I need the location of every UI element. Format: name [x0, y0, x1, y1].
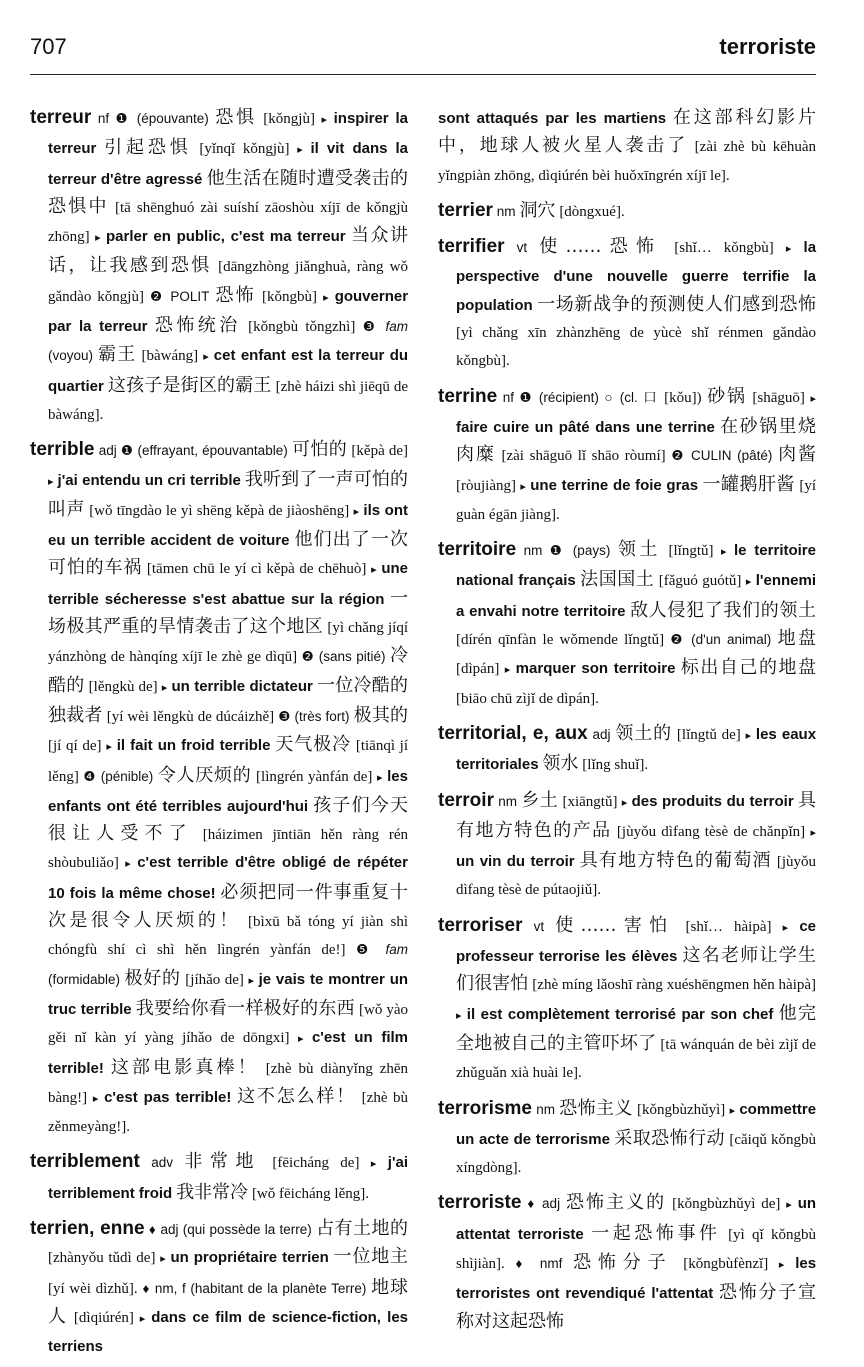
entry-terrifier: terrifier vt 使……恐怖 [shǐ… kǒngbù] ▸ la perspective d'une nouvelle guerre terrifie la population 一场新战争的预测使人们感到恐怖 [yì chǎng xīn zhànzhēng de yùcè shǐ rénmen gǎndào kǒngbù].: [438, 236, 817, 370]
right-column: [438, 104, 816, 1343]
entry-terroir: terroir nm 乡土 [xiāngtǔ] ▸ des produits du terroir 具有地方特色的产品 [jùyǒu dìfang tèsè de chǎnpǐn] ▸ un vin du terroir 具有地方特色的葡萄酒 [jùyǒu dìfang tèsè de pútaojiǔ].: [438, 789, 817, 899]
entry-terroriser: terroriser vt 使……害怕 [shǐ… hàipà] ▸ ce professeur terrorise les élèves 这名老师让学生们很害怕 [zhè míng lǎoshī ràng xuéshēngmen hěn hàipà] ▸ il est complètement terrorisé par son chef 他完全地被自己的主管吓坏了 [tā wánquán de bèi zìjǐ de zhǔguǎn xià huài le].: [438, 914, 817, 1082]
running-head: terroriste: [719, 34, 816, 59]
entry-terriblement: terriblement adv 非常地 [fēicháng de] ▸ j'ai terriblement froid 我非常冷 [wǒ fēicháng lěng].: [30, 1151, 409, 1203]
entry-terrible: terrible adj ❶ (effrayant, épouvantable) 可怕的 [kěpà de] ▸ j'ai entendu un cri terrible 我听到了一声可怕的叫声 [wǒ tīngdào le yì shēng kěpà de jiàoshēng] ▸ ils ont eu un terrible accident de voiture 他们出了一次可怕的车祸 [tāmen chū le yí cì kěpà de chēhuò] ▸ une terrible sécheresse s'est abattue sur la région 一场极其严重的旱情袭击了这个地区 [yì chǎng jíqí yánzhòng de hànqíng xíjī le zhè ge dìqū] ❷ (sans pitié) 冷酷的 [lěngkù de] ▸ un terrible dictateur 一位冷酷的独裁者 [yí wèi lěngkù de dúcáizhě] ❸ (très fort) 极其的 [jí qí de] ▸ il fait un froid terrible 天气极冷 [tiānqì jí lěng] ❹ (pénible) 令人厌烦的 [lìngrén yànfán de] ▸ les enfants ont été terribles aujourd'hui 孩子们今天很让人受不了 [háizimen jīntiān hěn ràng rén shòubuliǎo] ▸ c'est terrible d'être obligé de répéter 10 fois la même chose! 必须把同一件事重复十次是很令人厌烦的！ [bìxū bǎ tóng yí jiàn shì chóngfù shí cì shì hěn lìngrén yànfán de!] ❺ fam (formidable) 极好的 [jíhǎo de] ▸ je vais te montrer un truc terrible 我要给你看一样极好的东西 [wǒ yào gěi nǐ kàn yí yàng jíhǎo de dōngxi] ▸ c'est un film terrible! 这部电影真棒！ [zhè bù diànyǐng zhēn bàng!] ▸ c'est pas terrible! 这不怎么样！ [zhè bù zěnmeyàng!].: [30, 439, 409, 1136]
left-column: [30, 104, 408, 1367]
page-header: [30, 34, 816, 75]
entry-terrien-continued: sont attaqués par les martiens 在这部科幻影片中，地球人被火星人袭击了 [zài zhè bù kēhuàn yǐngpiàn zhōng, dìqiúrén bèi huǒxīngrén xíjī le].: [438, 107, 817, 184]
entry-terroriste: terroriste ♦ adj 恐怖主义的 [kǒngbùzhǔyì de] ▸ un attentat terroriste 一起恐怖事件 [yì qǐ kǒngbù shìjiàn]. ♦ nmf 恐怖分子 [kǒngbùfènzǐ] ▸ les terroristes ont revendiqué l'attentat 恐怖分子宣称对这起恐怖: [438, 1192, 817, 1332]
entry-territoire: territoire nm ❶ (pays) 领土 [lǐngtǔ] ▸ le territoire national français 法国国土 [fǎguó guótǔ] ▸ l'ennemi a envahi notre territoire 敌人侵犯了我们的领土 [dírén qīnfàn le wǒmende lǐngtǔ] ❷ (d'un animal) 地盘 [dìpán] ▸ marquer son territoire 标出自己的地盘 [biāo chū zìjǐ de dìpán].: [438, 539, 817, 707]
entry-territorial: territorial, e, aux adj 领土的 [lǐngtǔ de] ▸ les eaux territoriales 领水 [lǐng shuǐ].: [438, 722, 817, 775]
page-number: 707: [30, 34, 67, 59]
entry-terrier: terrier nm 洞穴 [dòngxué].: [438, 199, 625, 221]
entry-terrorisme: terrorisme nm 恐怖主义 [kǒngbùzhǔyì] ▸ commettre un acte de terrorisme 采取恐怖行动 [cǎiqǔ kǒngbù xíngdòng].: [438, 1097, 817, 1177]
entry-terrien: terrien, enne ♦ adj (qui possède la terre) 占有土地的 [zhànyǒu tǔdì de] ▸ un propriétaire terrien 一位地主 [yí wèi dìzhǔ]. ♦ nm, f (habitant de la planète Terre) 地球人 [dìqiúrén] ▸ dans ce film de science-fiction, les terriens: [30, 1217, 409, 1356]
entry-terrine: terrine nf ❶ (récipient) ○ (cl. 口 [kǒu]) 砂锅 [shāguō] ▸ faire cuire un pâté dans une terrine 在砂锅里烧肉糜 [zài shāguō lǐ shāo ròumí] ❷ CULIN (pâté) 肉酱 [ròujiàng] ▸ une terrine de foie gras 一罐鹅肝酱 [yí guàn égān jiàng].: [438, 385, 817, 523]
entry-terreur: terreur nf ❶ (épouvante) 恐惧 [kǒngjù] ▸ inspirer la terreur 引起恐惧 [yǐnqǐ kǒngjù] ▸ il vit dans la terreur d'être agressé 他生活在随时遭受袭击的恐惧中 [tā shēnghuó zài suíshí zāoshòu xíjī de kǒngjù zhōng] ▸ parler en public, c'est ma terreur 当众讲话，让我感到恐惧 [dāngzhòng jiǎnghuà, ràng wǒ gǎndào kǒngjù] ❷ POLIT 恐怖 [kǒngbù] ▸ gouverner par la terreur 恐怖统治 [kǒngbù tǒngzhì] ❸ fam (voyou) 霸王 [bàwáng] ▸ cet enfant est la terreur du quartier 这孩子是街区的霸王 [zhè háizi shì jiēqū de bàwáng].: [30, 107, 409, 423]
